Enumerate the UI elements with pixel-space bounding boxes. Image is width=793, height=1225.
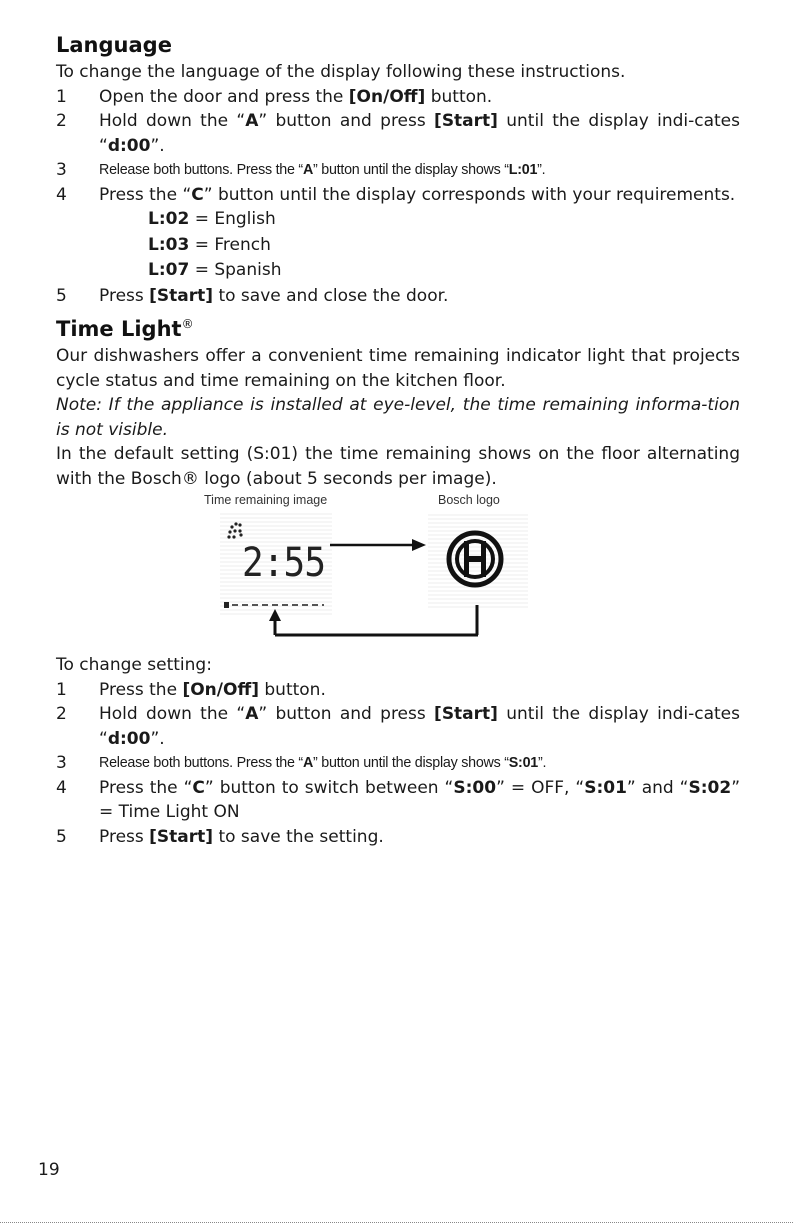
step-text: Hold down the “ [99, 111, 246, 131]
arrow-return-icon [261, 605, 561, 655]
step-keyword: C [192, 777, 205, 798]
step-text: Release both buttons. Press the “ [99, 755, 303, 771]
step-text: ” button and press [258, 704, 435, 724]
step-1 [56, 85, 740, 110]
step-keyword: [Start] [434, 704, 498, 724]
step-text: Press the “ [99, 777, 193, 798]
step-5 [56, 284, 740, 309]
language-steps [56, 85, 740, 309]
time-light-steps [56, 678, 740, 850]
language-intro: To change the language of the display following these instructions. [56, 62, 626, 82]
step-keyword: A [245, 704, 259, 724]
step-number: 3 [56, 160, 67, 180]
bosch-logo-icon [428, 513, 528, 608]
step-keyword: A [302, 162, 314, 178]
step-text: Release both buttons. Press the “ [99, 162, 303, 178]
step-2 [56, 702, 740, 751]
language-heading: Language [56, 33, 172, 57]
step-keyword: S:01 [508, 755, 538, 771]
step-text: ” button and press [258, 111, 435, 131]
step-4 [56, 183, 740, 208]
step-text: ”. [150, 728, 165, 749]
step-text: until the display indi-cates “ [99, 111, 740, 156]
change-setting-intro: To change setting: [56, 655, 212, 675]
time-light-figure [56, 493, 740, 653]
step-text: ” button until the display shows “ [313, 162, 509, 178]
step-number: 2 [56, 111, 67, 131]
step-text: ”. [537, 755, 547, 771]
step-text: Open the door and press the [99, 86, 349, 107]
step-text: Hold down the “ [99, 704, 246, 724]
step-keyword: A [302, 755, 314, 771]
step-text: button. [425, 86, 493, 107]
page-number: 19 [38, 1160, 60, 1180]
language-name: = Spanish [189, 260, 282, 280]
time-remaining-display [220, 513, 332, 615]
step-text: ” = Time Light ON [99, 777, 740, 822]
step-text: ” button until the display corresponds with your requirements. [203, 184, 736, 205]
step-1 [56, 678, 740, 703]
step-text: Press the “ [99, 184, 192, 205]
bosch-logo-label: Bosch logo [438, 493, 500, 507]
manual-page [56, 30, 740, 849]
step-number: 1 [56, 86, 67, 107]
step-number: 2 [56, 704, 67, 724]
time-light-description: Our dishwashers offer a convenient time remaining indicator light that projects cycle status and time remaining on the kitchen floor. [56, 346, 740, 391]
step-number: 5 [56, 826, 67, 847]
step-text: button. [258, 679, 326, 700]
step-text: to save and close the door. [213, 285, 449, 306]
bottom-rule [0, 1222, 793, 1223]
step-keyword: A [245, 111, 259, 131]
progress-bar [220, 513, 332, 615]
step-keyword: S:01 [584, 777, 627, 798]
language-code: L:07 [148, 260, 190, 280]
step-text: Press [99, 285, 150, 306]
language-name: = English [189, 209, 276, 229]
step-keyword: d:00 [107, 728, 151, 749]
step-keyword: S:02 [688, 777, 732, 798]
step-text: Press the [99, 679, 183, 700]
step-3 [56, 158, 740, 183]
language-code-item [148, 258, 740, 284]
step-keyword: [On/Off] [182, 679, 259, 700]
step-text: ” button to switch between “ [204, 777, 454, 798]
time-light-default-setting: In the default setting (S:01) the time remaining shows on the floor alternating with the Bosch® logo (about 5 seconds per image). [56, 444, 740, 489]
step-text: Press [99, 826, 150, 847]
step-keyword: [Start] [149, 826, 214, 847]
step-keyword: d:00 [107, 135, 151, 156]
display-time: 2:55 [242, 540, 326, 586]
time-remaining-image-label: Time remaining image [204, 493, 328, 507]
step-keyword: [On/Off] [348, 86, 426, 107]
step-3 [56, 751, 740, 776]
language-code: L:03 [148, 234, 190, 255]
language-code-item [148, 207, 740, 233]
time-light-heading [56, 309, 740, 344]
language-code-item [148, 233, 740, 259]
step-5 [56, 825, 740, 850]
step-number: 4 [56, 777, 67, 798]
step-keyword: C [191, 184, 204, 205]
step-2 [56, 109, 740, 158]
language-codes [56, 207, 740, 284]
time-light-heading-text: Time Light [56, 317, 182, 341]
step-text: ” = OFF, “ [496, 777, 585, 798]
bosch-logo-display [428, 513, 528, 608]
step-4 [56, 776, 740, 825]
arrow-right-icon [328, 535, 428, 555]
step-text: to save the setting. [213, 826, 384, 847]
step-keyword: S:00 [453, 777, 497, 798]
step-text: ”. [537, 162, 546, 178]
time-light-note: Note: If the appliance is installed at eye-level, the time remaining informa-tion is not visible. [56, 395, 740, 440]
step-number: 5 [56, 285, 67, 306]
step-text: ”. [150, 135, 165, 156]
step-keyword: [Start] [149, 285, 214, 306]
step-keyword: [Start] [434, 111, 498, 131]
language-code: L:02 [148, 209, 190, 229]
registered-mark: ® [181, 317, 194, 331]
step-keyword: L:01 [508, 162, 538, 178]
language-name: = French [189, 234, 271, 255]
step-number: 3 [56, 753, 67, 773]
step-number: 1 [56, 679, 67, 700]
step-number: 4 [56, 184, 67, 205]
step-text: until the display indi-cates “ [99, 704, 740, 749]
step-text: ” button until the display shows “ [313, 755, 509, 771]
step-text: ” and “ [626, 777, 689, 798]
